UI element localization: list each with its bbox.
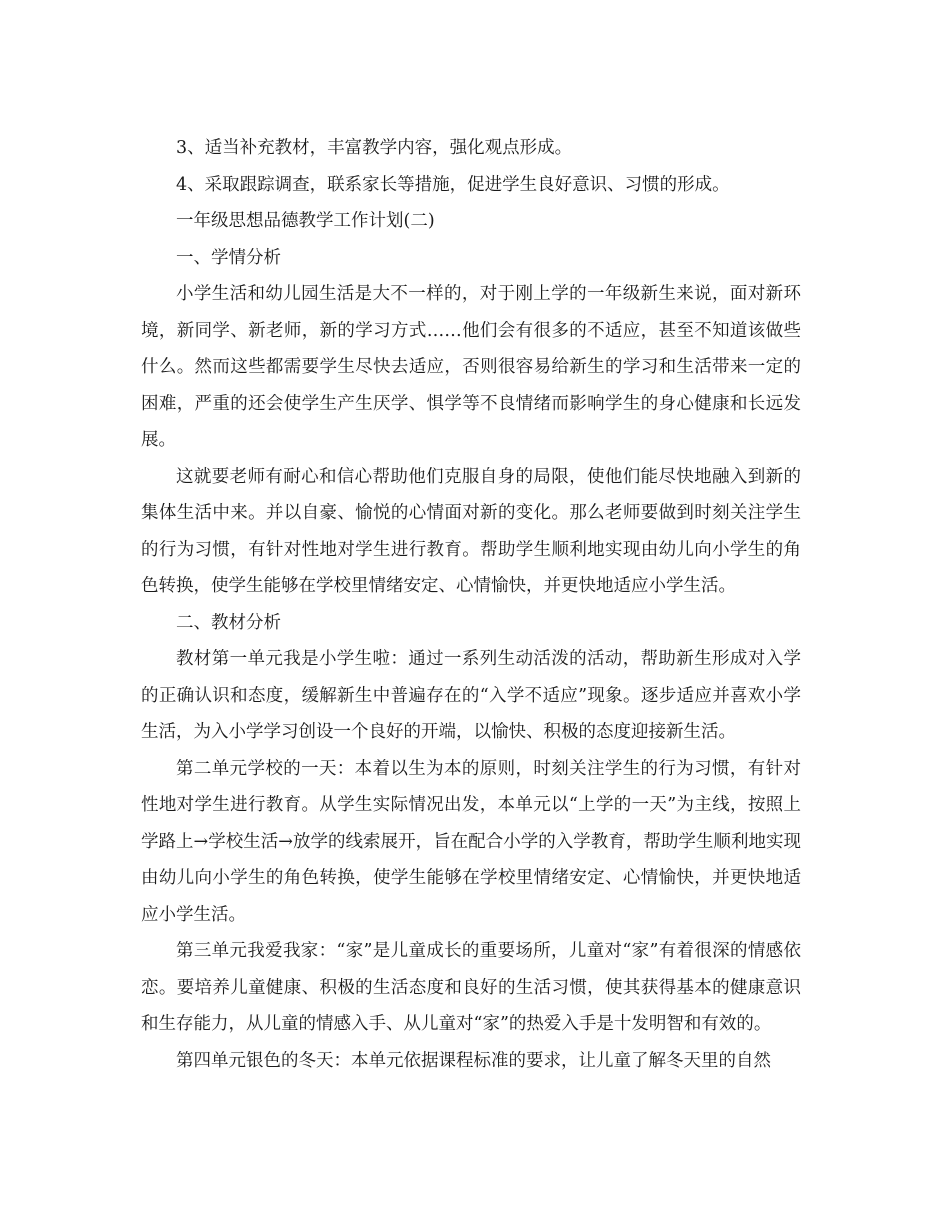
- paragraph-teacher-role: 这就要老师有耐心和信心帮助他们克服自身的局限，使他们能尽快地融入到新的集体生活中来。并以自豪、愉悦的心情面对新的变化。那么老师要做到时刻关注学生的行为习惯，有针对性地对学生进行教育。帮助学生顺利地实现由幼儿向小学生的角色转换，使学生能够在学校里情绪安定、心情愉快，并更快地适应小学生活。: [141, 466, 801, 596]
- paragraph-unit-1: 教材第一单元我是小学生啦：通过一系列生动活泼的活动，帮助新生形成对入学的正确认识和态度，缓解新生中普遍存在的“入学不适应”现象。逐步适应并喜欢小学生活，为入小学学习创设一个良好的开端，以愉快、积极的态度迎接新生活。: [141, 649, 801, 742]
- paragraph-learning-analysis: 小学生活和幼儿园生活是大不一样的，对于刚上学的一年级新生来说，面对新环境，新同学、新老师，新的学习方式……他们会有很多的不适应，甚至不知道该做些什么。然而这些都需要学生尽快去适应，否则很容易给新生的学习和生活带来一定的困难，严重的还会使学生产生厌学、惧学等不良情绪而影响学生的身心健康和长远发展。: [141, 284, 801, 450]
- heading-textbook-analysis: 二、教材分析: [176, 612, 281, 633]
- paragraph-unit-3: 第三单元我爱我家：“家”是儿童成长的重要场所，儿童对“家”有着很深的情感依恋。要培养儿童健康、积极的生活态度和良好的生活习惯，使其获得基本的健康意识和生存能力，从儿童的情感入手、从儿童对“家”的热爱入手是十发明智和有效的。: [141, 941, 801, 1034]
- document-body: [141, 130, 801, 1079]
- paragraph-unit-2: 第二单元学校的一天：本着以生为本的原则，时刻关注学生的行为习惯，有针对性地对学生进行教育。从学生实际情况出发，本单元以“上学的一天”为主线，按照上学路上→学校生活→放学的线索展开，旨在配合小学的入学教育，帮助学生顺利地实现由幼儿向小学生的角色转换，使学生能够在学校里情绪安定、心情愉快，并更快地适应小学生活。: [141, 758, 801, 925]
- paragraph-item-4: 4、采取跟踪调查，联系家长等措施，促进学生良好意识、习惯的形成。: [176, 174, 730, 195]
- section-title: 一年级思想品德教学工作计划(二): [176, 211, 435, 231]
- paragraph-item-3: 3、适当补充教材，丰富教学内容，强化观点形成。: [176, 138, 573, 158]
- heading-learning-analysis: 一、学情分析: [176, 247, 281, 268]
- paragraph-unit-4: 第四单元银色的冬天：本单元依据课程标准的要求，让儿童了解冬天里的自然: [176, 1050, 771, 1071]
